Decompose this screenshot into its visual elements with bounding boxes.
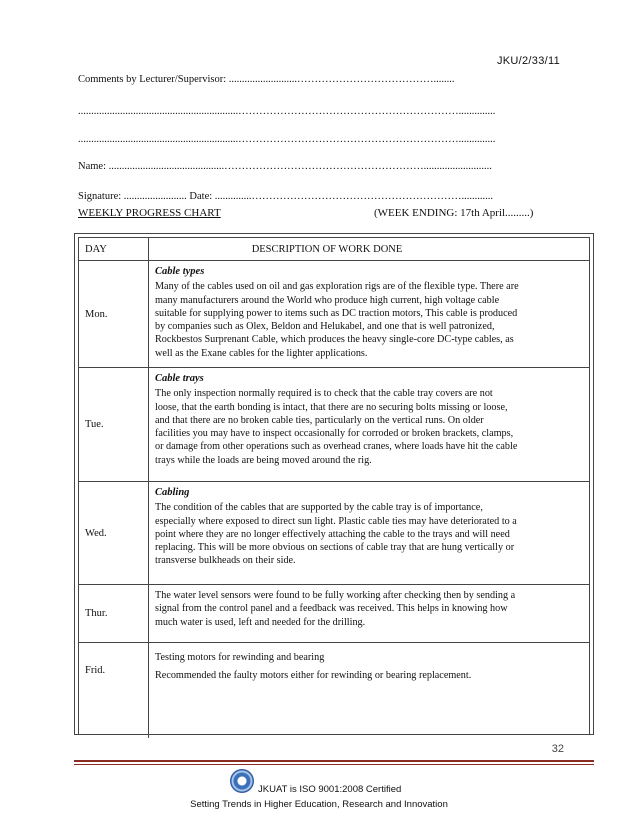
entry-line: Rockbestos Surprenant Cable, which produces the heavy single-core DC-type cables, as xyxy=(155,334,514,346)
table-row xyxy=(79,643,589,738)
entry-line: replacing. This will be more obvious on sections of cable tray that are hung vertically or xyxy=(155,542,515,554)
header-description: DESCRIPTION OF WORK DONE xyxy=(251,244,403,255)
table-row xyxy=(79,585,589,643)
entry-line: transverse bulkheads on their side. xyxy=(155,555,296,567)
day-cell: Thur. xyxy=(79,585,149,642)
name-line: Name: ............................................………………………………………………….......................... xyxy=(78,161,492,172)
footer-certification: JKUAT is ISO 9001:2008 Certified xyxy=(258,784,402,795)
entry-line: loose, that the earth bonding is intact, that there are no securing bolts missing or loose, xyxy=(155,401,508,413)
entry-line: The condition of the cables that are supported by the cable tray is of importance, xyxy=(155,502,483,514)
description-cell xyxy=(149,482,589,568)
description-cell xyxy=(149,261,589,360)
description-cell xyxy=(149,643,589,685)
entry-line: suitable for supplying power to items such as DC traction motors, This cable is produced xyxy=(155,307,518,319)
chart-title-line xyxy=(78,207,558,219)
entry-heading: Cable types xyxy=(155,266,205,277)
signature-date-line: Signature: ........................ Date: ..............……………………………………………………............ xyxy=(78,191,494,202)
entry-line: facilities you may have to inspect occasionally for corroded or broken brackets, clamps, xyxy=(155,428,514,440)
day-cell: Mon. xyxy=(79,261,149,367)
table-body xyxy=(78,237,590,734)
document-reference: JKU/2/33/11 xyxy=(496,55,560,67)
university-logo-icon xyxy=(230,769,254,793)
entry-line: and that there are no broken cable ties, particularly on the vertical runs. On older xyxy=(155,414,484,426)
entry-line: Testing motors for rewinding and bearing xyxy=(155,652,325,663)
table-row xyxy=(79,482,589,585)
entry-line: The water level sensors were found to be fully working after checking then by sending a xyxy=(155,590,516,601)
entry-line: Recommended the faulty motors either for rewinding or bearing replacement. xyxy=(155,670,472,681)
entry-line: point where they are no longer effectively attaching the cable to the trays and will need xyxy=(155,528,510,540)
description-cell xyxy=(149,368,589,467)
description-cell xyxy=(149,585,589,629)
entry-line: much water is used, left and needed for the drilling. xyxy=(155,616,366,628)
comments-line: Comments by Lecturer/Supervisor: ..........................…………………………………........ xyxy=(78,74,455,85)
entry-heading: Cabling xyxy=(155,487,190,498)
comments-dots-line-2: .............................................................……………………………………………………….............. xyxy=(78,134,496,145)
table-row xyxy=(79,368,589,482)
table-header-row xyxy=(79,238,589,261)
entry-line: trays while the loads are being moved around the rig. xyxy=(155,454,372,466)
page-number: 32 xyxy=(551,743,564,755)
entry-line: The only inspection normally required is to check that the cable tray covers are not xyxy=(155,388,493,400)
entry-line: Many of the cables used on oil and gas exploration rigs are of the flexible type. There are xyxy=(155,281,519,293)
chart-title: WEEKLY PROGRESS CHART xyxy=(78,207,221,219)
entry-line: many manufacturers around the World who produce high current, high voltage cable xyxy=(155,294,500,306)
entry-line: well as the Exane cables for the lighter applications. xyxy=(155,347,368,359)
entry-line: signal from the control panel and a feedback was received. This helps in knowing how xyxy=(155,603,508,615)
footer-motto: Setting Trends in Higher Education, Research and Innovation xyxy=(190,799,448,810)
day-cell: Tue. xyxy=(79,368,149,481)
entry-heading: Cable trays xyxy=(155,373,204,384)
footer-rule-thin xyxy=(74,764,594,765)
table-row xyxy=(79,261,589,368)
entry-line: or damage from other operations such as overhead cranes, where loads have hit the cable xyxy=(155,441,518,453)
day-cell: Frid. xyxy=(79,643,149,738)
day-cell: Wed. xyxy=(79,482,149,584)
footer-rule-thick xyxy=(74,760,594,762)
header-day: DAY xyxy=(79,238,149,260)
comments-dots-line-1: .............................................................……………………………………………………….............. xyxy=(78,106,496,117)
weekly-progress-table xyxy=(74,233,594,735)
week-ending: (WEEK ENDING: 17th April.........) xyxy=(374,207,534,219)
entry-line: by companies such as Olex, Beldon and Helukabel, and one that is well patronized, xyxy=(155,321,495,333)
entry-line: especially where exposed to direct sun light. Plastic cable ties may have deteriorated to a xyxy=(155,515,517,527)
